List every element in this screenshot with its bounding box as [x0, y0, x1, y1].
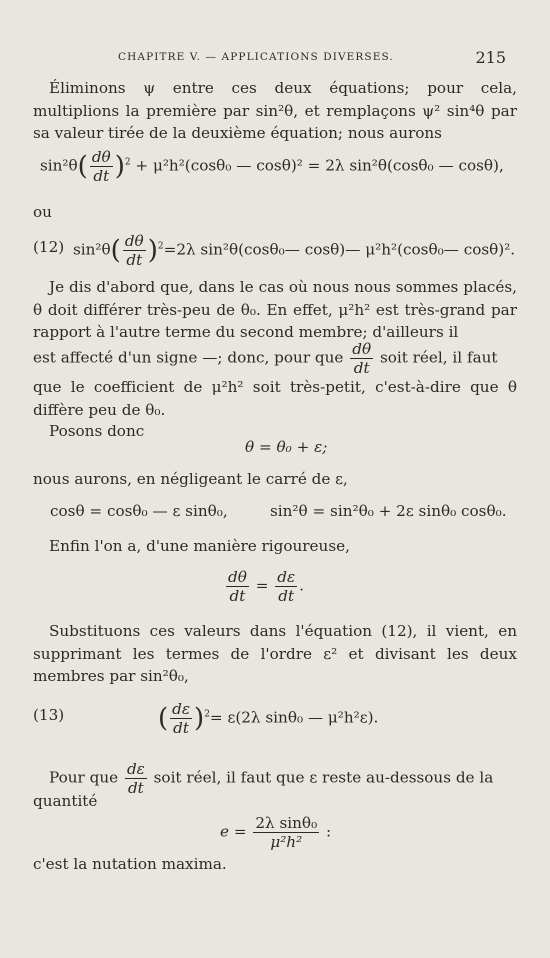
paragraph-je-dis: Je dis d'abord que, dans le cas où nous nous sommes placés, θ doit différer très-peu de θ₀. En effet, μ²h² est très-grand par rapport à l'autre terme du second membre; d'ailleurs il: [33, 278, 517, 341]
dtheta-dt-inline: $\frac{d\theta}{dt}$: [352, 340, 372, 377]
pour-que-line: Pour que $\frac{d\varepsilon}{dt}$ soit réel, il faut que ε reste au-dessous de la: [49, 760, 494, 797]
running-header: [0, 48, 550, 69]
paragraph-substituons: Substituons ces valeurs dans l'équation (12), il vient, en supprimant les termes de l'ordre ε² et divisant les deux membres par sin²θ₀,: [33, 622, 517, 685]
equation-derivative: $\frac{d\theta}{dt}$ = $\frac{d\varepsilon}{dt}$ .: [228, 568, 304, 605]
equation-cos: cosθ = cosθ₀ — ε sinθ₀,: [50, 502, 228, 520]
enfin-line: Enfin l'on a, d'une manière rigoureuse,: [49, 537, 350, 555]
equation-1: sin²θ( $\frac{d\theta}{dt}$ )$^2$ + μ²h²(cosθ₀ — cosθ)² = 2λ sin²θ(cosθ₀ — cosθ),: [40, 148, 504, 185]
dtheta-dt: $\frac{d\theta}{dt}$: [228, 568, 247, 605]
line-signe: est affecté d'un signe —; donc, pour que $\frac{d\theta}{dt}$ soit réel, il faut: [33, 340, 498, 377]
equation-13: ( $\frac{d\varepsilon}{dt}$ )$^2$= ε(2λ sinθ₀ — μ²h²ε).: [158, 700, 379, 737]
paragraph-eliminons: Éliminons ψ entre ces deux équations; pour cela, multiplions la première par sin²θ, et remplaçons ψ² sin⁴θ par sa valeur tirée de la deuxième équation; nous aurons: [33, 79, 517, 142]
final-line: c'est la nutation maxima.: [33, 855, 227, 873]
quantite-line: quantité: [33, 792, 98, 810]
eq13-fraction: $\frac{d\varepsilon}{dt}$: [172, 700, 191, 737]
paragraph-coefficient: que le coefficient de μ²h² soit très-petit, c'est-à-dire que θ diffère peu de θ₀.: [33, 378, 517, 419]
eq1-lhs: sin²θ: [40, 156, 78, 175]
e-fraction: $\frac{\text{2λ sinθ₀}}{\text{μ²h²}}$: [255, 814, 318, 851]
page-number: 215: [475, 48, 506, 67]
equation-e: e = $\frac{\text{2λ sinθ₀}}{\text{μ²h²}}$ :: [220, 814, 332, 851]
equation-12: sin²θ( $\frac{d\theta}{dt}$ )$^2$=2λ sin²θ(cosθ₀— cosθ)— μ²h²(cosθ₀— cosθ)².: [73, 232, 516, 269]
eq13-rhs: = ε(2λ sinθ₀ — μ²h²ε).: [209, 708, 379, 727]
eq1-fraction: $\frac{d\theta}{dt}$: [91, 148, 111, 185]
equation-sin: sin²θ = sin²θ₀ + 2ε sinθ₀ cosθ₀.: [270, 502, 507, 520]
eq1-rhs: + μ²h²(cosθ₀ — cosθ)² = 2λ sin²θ(cosθ₀ — cosθ),: [135, 156, 504, 175]
eq12-rhs: =2λ sin²θ(cosθ₀— cosθ)— μ²h²(cosθ₀— cosθ)².: [163, 240, 516, 259]
depsilon-dt: $\frac{d\varepsilon}{dt}$: [277, 568, 296, 605]
equation-theta: θ = θ₀ + ε;: [245, 438, 328, 456]
nous-aurons-line: nous aurons, en négligeant le carré de ε,: [33, 470, 348, 488]
posons-donc: Posons donc: [49, 422, 145, 440]
word-ou: ou: [33, 203, 52, 221]
eq13-number: (13): [33, 706, 65, 724]
eq12-number: (12): [33, 238, 65, 256]
eq12-fraction: $\frac{d\theta}{dt}$: [124, 232, 144, 269]
chapter-title: CHAPITRE V. — APPLICATIONS DIVERSES.: [118, 51, 394, 63]
depsilon-dt-inline: $\frac{d\varepsilon}{dt}$: [126, 760, 145, 797]
